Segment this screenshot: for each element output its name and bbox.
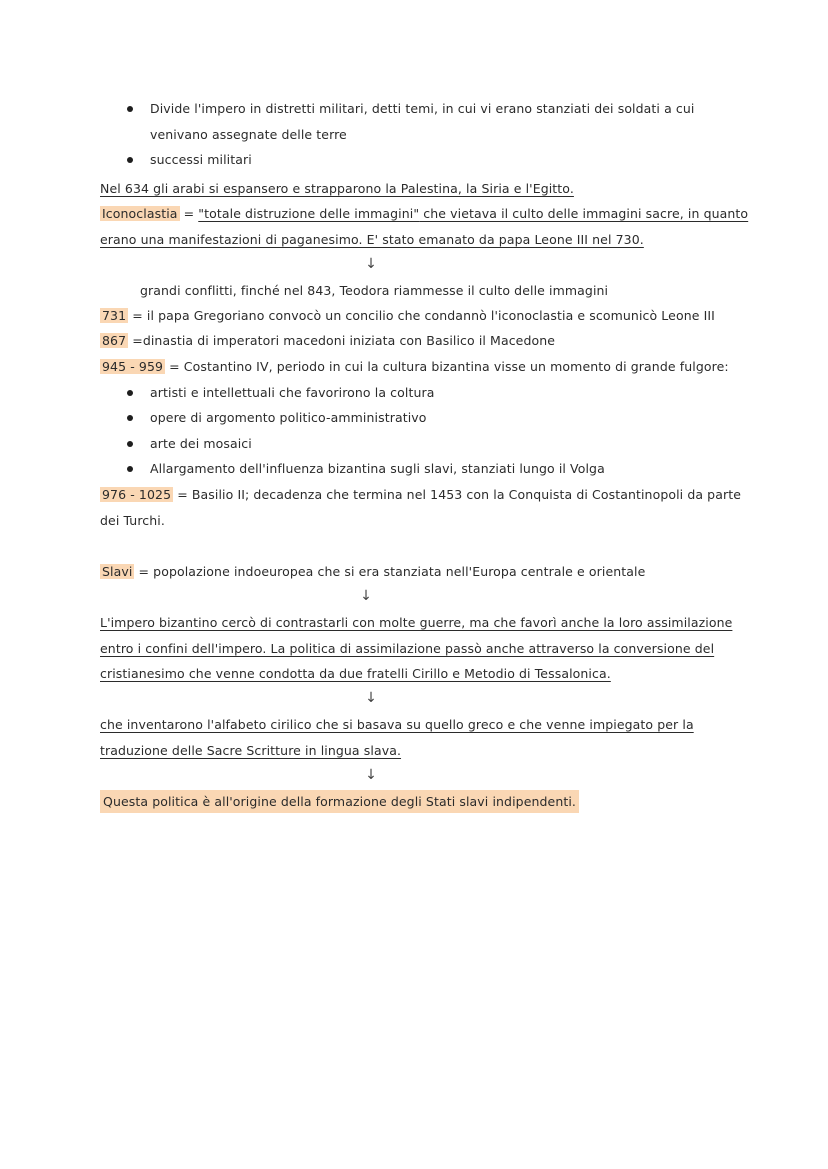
- event-976: [100, 486, 741, 504]
- bullet-text: successi militari: [150, 152, 252, 167]
- bullet-dot: [127, 390, 133, 396]
- date-highlight: 867: [102, 333, 127, 348]
- slavi-term: Slavi: [102, 564, 133, 579]
- bullet-text: artisti e intellettuali che favorirono la coltura: [150, 385, 435, 400]
- date-highlight: 945 - 959: [102, 359, 164, 374]
- event-867: [100, 332, 555, 350]
- bullet-text: Divide l'impero in distretti militari, detti temi, in cui vi erano stanziati dei soldati a cui: [150, 101, 695, 116]
- equals-sign: =: [179, 206, 199, 221]
- event-945: [100, 358, 729, 376]
- event-text: = Basilio II; decadenza che termina nel 1453 con la Conquista di Costantinopoli da parte: [173, 487, 742, 502]
- down-arrow-icon: ↓: [365, 767, 377, 783]
- date-highlight: 731: [102, 308, 127, 323]
- iconoclastia-definition: che vietava il culto delle immagini sacre, in quanto: [419, 206, 749, 221]
- bullet-text: opere di argomento politico-amministrativo: [150, 410, 427, 425]
- event-text: = Costantino IV, periodo in cui la cultura bizantina visse un momento di grande fulgore:: [165, 359, 729, 374]
- alfabeto-line: che inventarono l'alfabeto cirilico che si basava su quello greco e che venne impiegato per la: [100, 717, 694, 732]
- conclusion-line: [100, 793, 579, 811]
- iconoclastia-quote: "totale distruzione delle immagini": [198, 206, 420, 221]
- iconoclastia-definition-line2: erano una manifestazioni di paganesimo. E' stato emanato da papa Leone III nel 730.: [100, 232, 644, 247]
- impero-line: L'impero bizantino cercò di contrastarli con molte guerre, ma che favorì anche la loro assimilazione: [100, 615, 733, 630]
- bullet-dot: [127, 441, 133, 447]
- iconoclastia-term: Iconoclastia: [102, 206, 178, 221]
- bullet-dot: [127, 415, 133, 421]
- impero-line: entro i confini dell'impero. La politica di assimilazione passò anche attraverso la conversione del: [100, 641, 715, 656]
- alfabeto-line: traduzione delle Sacre Scritture in lingua slava.: [100, 743, 402, 758]
- down-arrow-icon: ↓: [365, 256, 377, 272]
- conclusion-highlight: Questa politica è all'origine della formazione degli Stati slavi indipendenti.: [100, 790, 579, 813]
- event-731: [100, 307, 715, 325]
- event-text: =dinastia di imperatori macedoni iniziata con Basilico il Macedone: [128, 333, 556, 348]
- impero-line: cristianesimo che venne condotta da due fratelli Cirillo e Metodio di Tessalonica.: [100, 666, 611, 681]
- slavi-definition: = popolazione indoeuropea che si era stanziata nell'Europa centrale e orientale: [134, 564, 646, 579]
- bullet-text: Allargamento dell'influenza bizantina sugli slavi, stanziati lungo il Volga: [150, 461, 605, 476]
- bullet-dot: [127, 466, 133, 472]
- slavi-line: [100, 563, 645, 581]
- conflitti-line: grandi conflitti, finché nel 843, Teodora riammesse il culto delle immagini: [140, 283, 609, 298]
- event-976-line2: dei Turchi.: [100, 513, 165, 528]
- down-arrow-icon: ↓: [365, 690, 377, 706]
- down-arrow-icon: ↓: [360, 588, 372, 604]
- event-text: = il papa Gregoriano convocò un concilio che condannò l'iconoclastia e scomunicò Leone III: [128, 308, 715, 323]
- bullet-text: arte dei mosaici: [150, 436, 252, 451]
- arabi-sentence: Nel 634 gli arabi si espansero e strapparono la Palestina, la Siria e l'Egitto.: [100, 181, 574, 196]
- bullet-dot: [127, 106, 133, 112]
- date-highlight: 976 - 1025: [102, 487, 172, 502]
- bullet-dot: [127, 157, 133, 163]
- bullet-text-continued: venivano assegnate delle terre: [150, 127, 347, 142]
- iconoclastia-line: [100, 205, 748, 223]
